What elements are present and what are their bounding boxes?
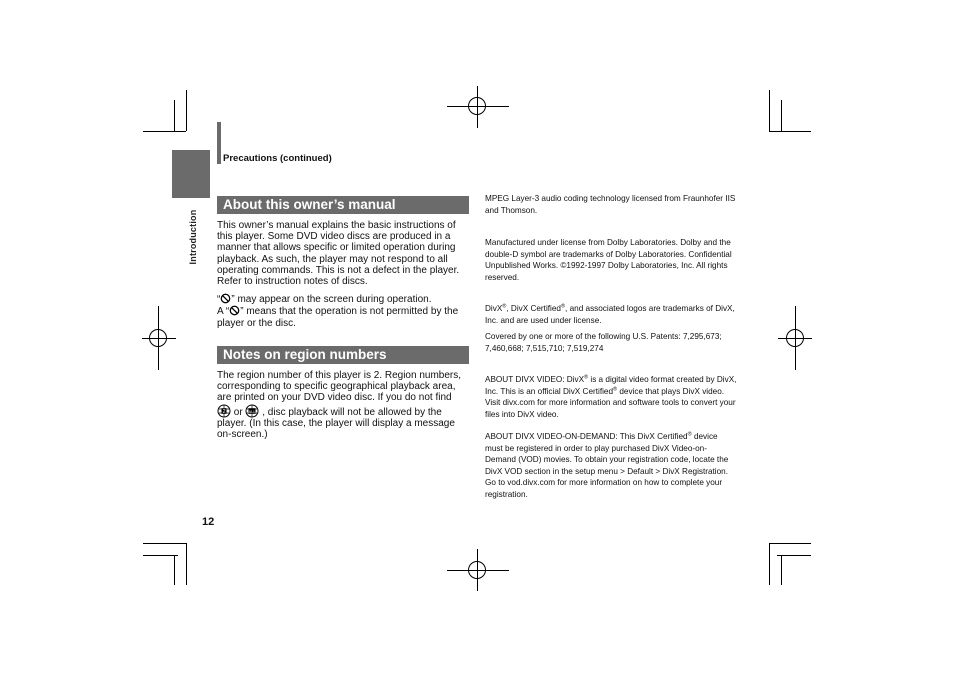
about-divx-vod [485,431,737,501]
region-all-globe-icon [245,404,259,418]
mpeg-text: MPEG Layer-3 audio coding technology licensed from Fraunhofer IIS and Thomson. [485,194,736,215]
section-tab-label: Introduction [188,209,198,265]
about-divx-1: ABOUT DIVX VIDEO: DivX [485,375,585,384]
divx-trademark-rest: , and associated logos are trademarks of DivX, Inc. and are used under license. [485,304,735,325]
page-number: 12 [202,516,215,528]
registered-mark: ® [560,303,566,310]
patents-notice [485,331,737,354]
region-2-globe-icon [217,404,231,418]
region-body [217,370,471,440]
svg-text:2: 2 [222,408,226,415]
registered-mark: ® [687,431,692,438]
owners-manual-paragraph: This owner’s manual explains the basic instructions of this player. Some DVD video discs are produced in a manner that allows specific or limited operation during playback. As such, the player may not respond to all operating commands. This is not a defect in the player. Refer to instruction notes of discs. [217,220,460,288]
divx-certified-word: , DivX Certified [506,304,561,313]
prohibited-note-line2: ” means that the operation is not permitted by the player or the disc. [217,306,459,329]
divx-word: DivX [485,304,503,313]
registered-mark: ® [613,385,618,392]
quote-open-2: A “ [217,306,230,318]
about-divx-video [485,374,737,420]
about-divx-2: is a digital video format created by DivX, Inc. This is an official DivX Certified [485,375,737,396]
divx-trademark-notice [485,303,737,326]
prohibited-symbol-note [217,293,471,329]
region-paragraph [217,370,471,440]
registered-mark: ® [502,303,507,310]
patents-text: Covered by one or more of the following U.S. Patents: 7,295,673; 7,460,668; 7,515,710; 7,519,274 [485,332,722,353]
about-vod-2: device must be registered in order to play purchased DivX Video-on-Demand (VOD) movies. To obtain your registration code, locate the DivX VOD section in the setup menu > Default > DivX Registration. Go to vod.divx.com for more information on how to complete your registration. [485,432,729,499]
about-vod-text [485,431,737,501]
about-divx-3: device that plays DivX video. Visit divx.com for more information and software tools to convert your files into DivX video. [485,386,736,419]
region-text-1: The region number of this player is 2. Region numbers, corresponding to specific geographical playback area, are printed on your DVD video disc. If you do not find [217,370,462,404]
dolby-notice [485,237,737,283]
mpeg-notice [485,193,737,216]
owners-manual-body [217,220,471,329]
registered-mark: ® [584,374,589,381]
svg-text:ALL: ALL [248,408,257,414]
prohibited-icon [229,305,240,316]
prohibited-note-line1: ” may appear on the screen during operation. [231,294,432,306]
about-divx-text [485,374,737,420]
quote-open: “ [217,294,221,306]
prohibited-icon [220,293,231,304]
about-vod-1: ABOUT DIVX VIDEO-ON-DEMAND: This DivX Certified [485,432,688,441]
divx-trademark-text [485,303,737,326]
owners-manual-heading: About this owner’s manual [217,196,469,214]
header-bar [217,122,221,164]
dolby-text: Manufactured under license from Dolby Laboratories. Dolby and the double-D symbol are trademarks of Dolby Laboratories. Confidential Unpublished Works. ©1992-1997 Dolby Laboratories, Inc. All rights reserved. [485,238,732,282]
running-header: Precautions (continued) [223,153,332,164]
region-heading: Notes on region numbers [217,346,469,364]
region-text-2: , disc playback will not be allowed by the player. (In this case, the player will display a message on-screen.) [217,406,455,441]
region-text-or: or [233,406,243,418]
section-tab-marker [172,150,210,198]
